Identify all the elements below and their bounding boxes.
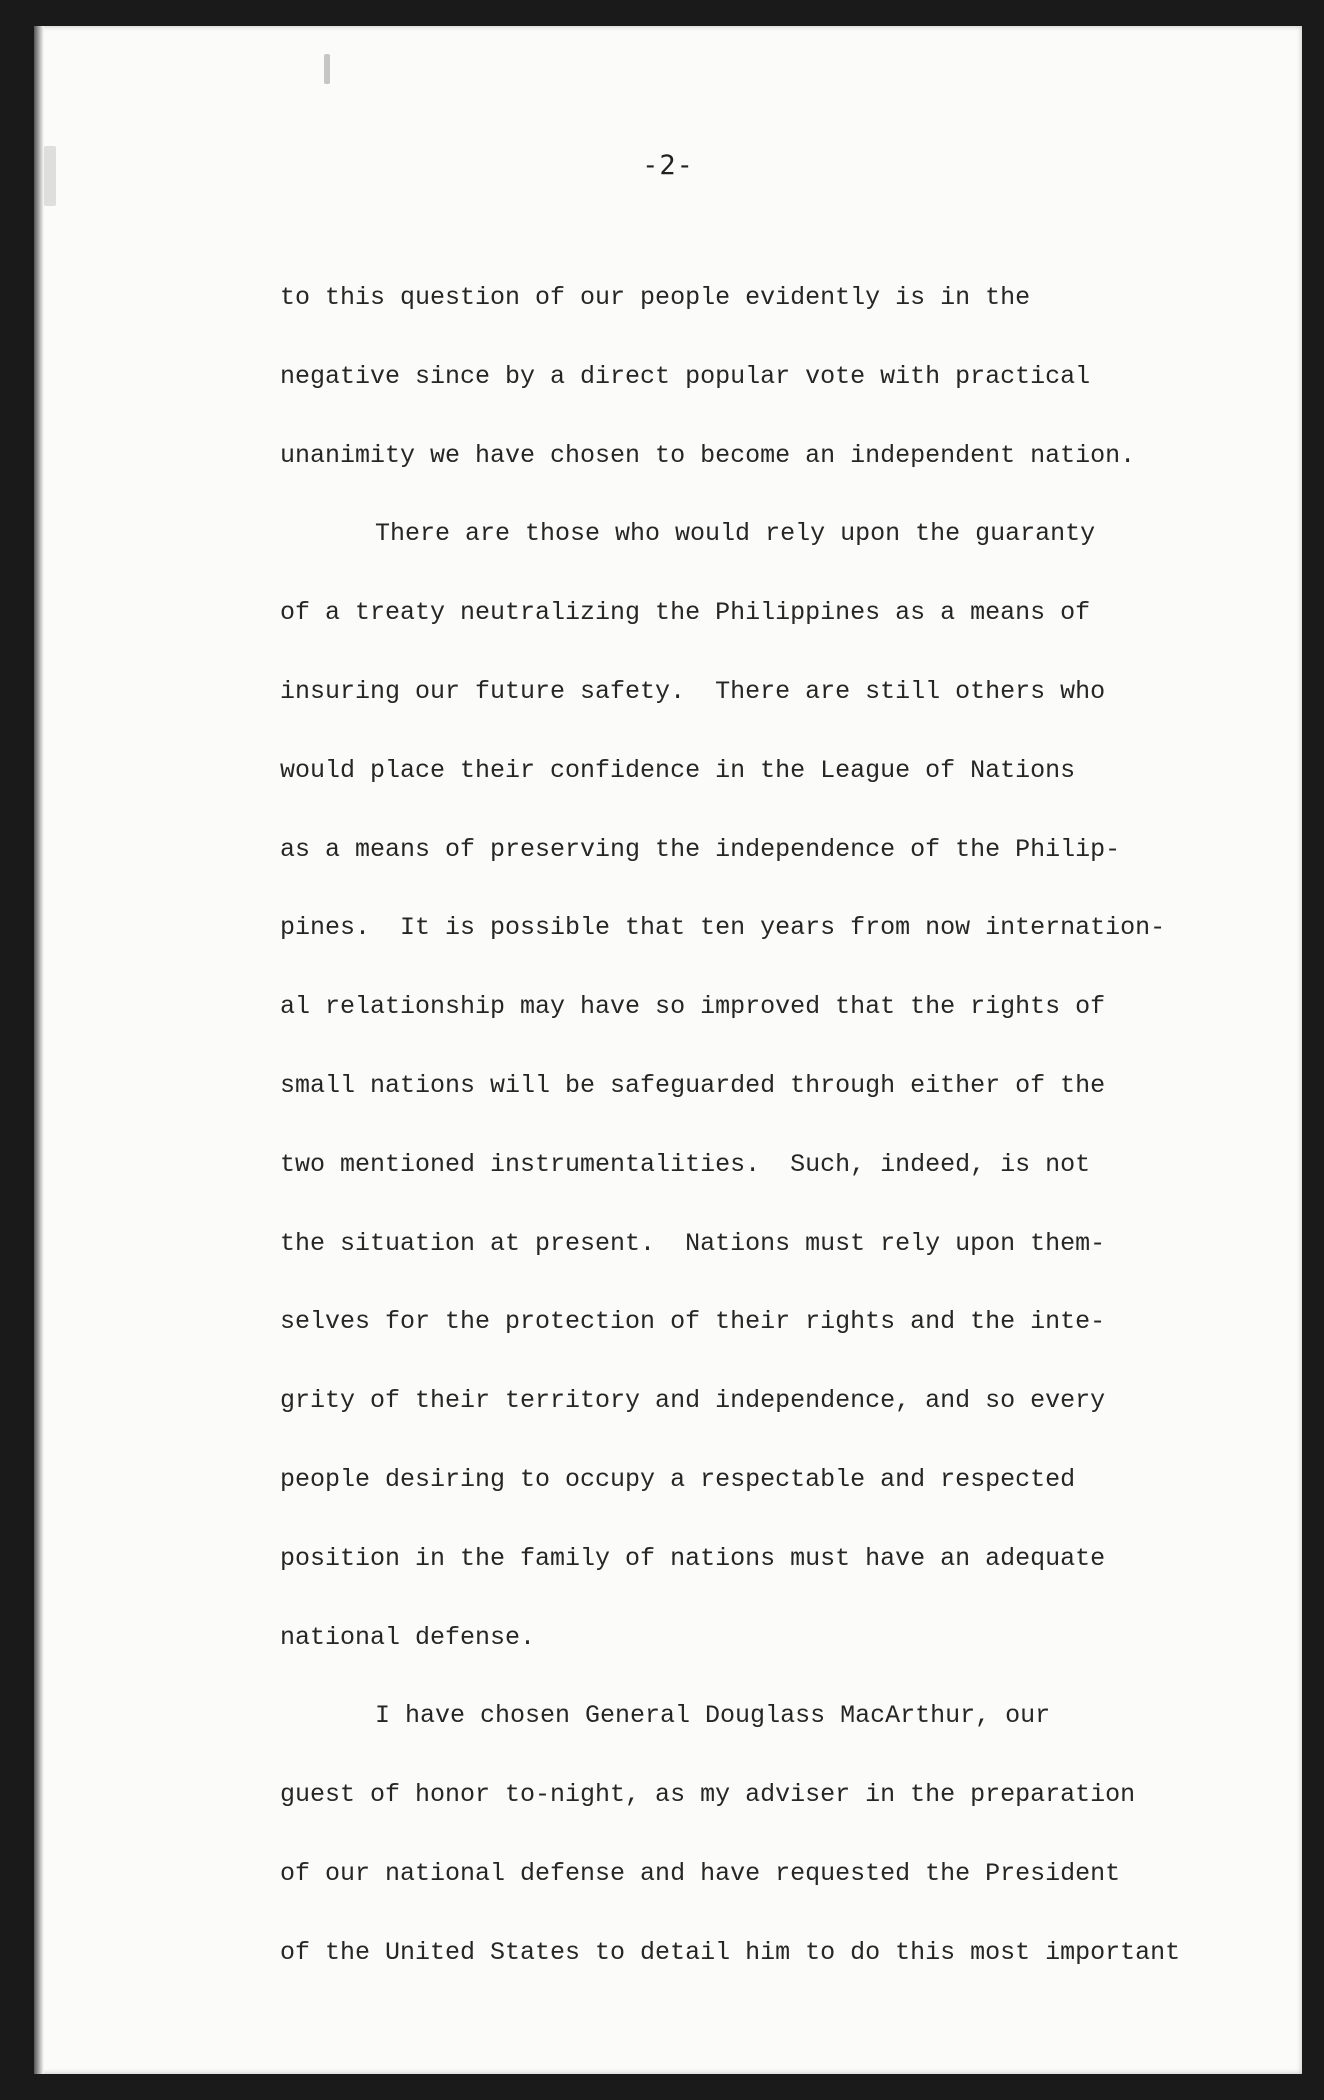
text-line: unanimity we have chosen to become an independent nation. bbox=[280, 440, 1136, 470]
page-number: -2- bbox=[642, 150, 694, 181]
ink-smudge bbox=[324, 54, 330, 84]
text-line: the situation at present. Nations must rely upon them- bbox=[280, 1228, 1106, 1258]
text-line: insuring our future safety. There are still others who bbox=[280, 676, 1106, 706]
text-line: pines. It is possible that ten years from now internation- bbox=[280, 913, 1166, 943]
text-line: grity of their territory and independence, and so every bbox=[280, 1386, 1106, 1416]
text-line: of the United States to detail him to do this most important bbox=[280, 1937, 1181, 1967]
text-line: selves for the protection of their rights and the inte- bbox=[280, 1307, 1106, 1337]
text-line: national defense. bbox=[280, 1622, 536, 1652]
text-line: small nations will be safeguarded through either of the bbox=[280, 1070, 1106, 1100]
text-line: I have chosen General Douglass MacArthur, our bbox=[375, 1701, 1051, 1731]
page-edge-shadow bbox=[34, 26, 44, 2074]
typewritten-page bbox=[34, 26, 1302, 2074]
text-line: There are those who would rely upon the guaranty bbox=[375, 519, 1096, 549]
text-line: as a means of preserving the independence of the Philip- bbox=[280, 834, 1121, 864]
text-line: would place their confidence in the League of Nations bbox=[280, 755, 1076, 785]
text-line: people desiring to occupy a respectable and respected bbox=[280, 1464, 1076, 1494]
text-line: position in the family of nations must have an adequate bbox=[280, 1543, 1106, 1573]
text-line: guest of honor to-night, as my adviser in the preparation bbox=[280, 1780, 1136, 1810]
text-line: to this question of our people evidently is in the bbox=[280, 283, 1031, 312]
text-line: negative since by a direct popular vote with practical bbox=[280, 361, 1091, 391]
text-line: of a treaty neutralizing the Philippines as a means of bbox=[280, 598, 1091, 628]
text-line: al relationship may have so improved that the rights of bbox=[280, 992, 1106, 1022]
text-line: two mentioned instrumentalities. Such, indeed, is not bbox=[280, 1149, 1091, 1179]
body-text bbox=[280, 282, 1280, 2016]
text-line: of our national defense and have requested the President bbox=[280, 1858, 1121, 1888]
